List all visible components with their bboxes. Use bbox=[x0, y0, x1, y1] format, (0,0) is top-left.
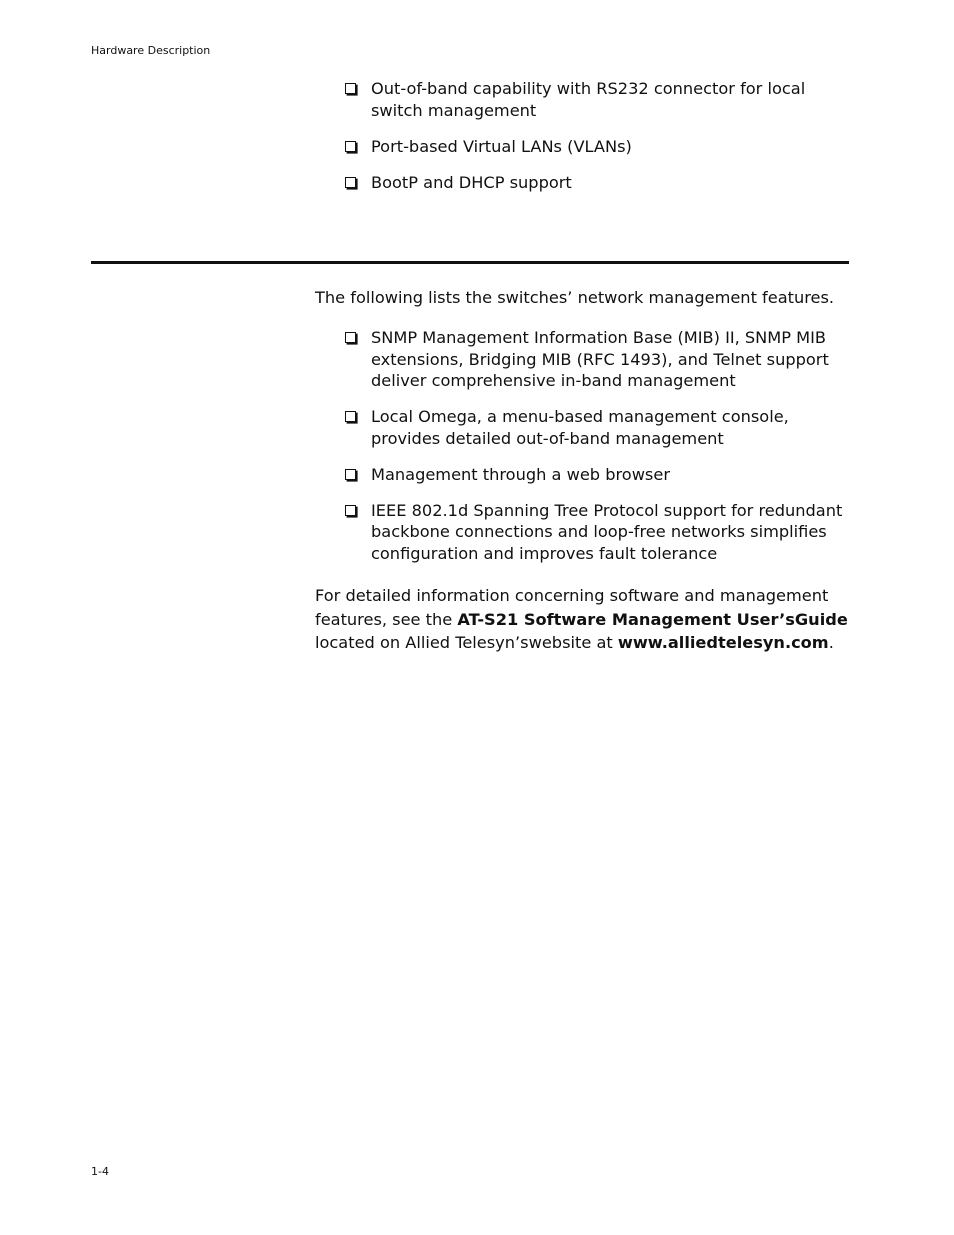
detail-text-middle: located on Allied Telesyn’swebsite at bbox=[315, 633, 618, 652]
section-divider bbox=[91, 261, 849, 264]
list-item-text: SNMP Management Information Base (MIB) II, SNMP MIB extensions, Bridging MIB (RFC 1493), and Telnet support deliver comprehensive in-band management bbox=[371, 328, 829, 390]
list-item-text: Local Omega, a menu-based management console, provides detailed out-of-band management bbox=[371, 407, 789, 448]
list-item bbox=[345, 464, 855, 486]
list-item bbox=[345, 327, 855, 392]
list-item bbox=[345, 136, 855, 158]
detail-text-end: . bbox=[828, 633, 834, 652]
checkbox-bullet-icon bbox=[345, 83, 356, 94]
list-item bbox=[345, 500, 855, 565]
list-item-text: BootP and DHCP support bbox=[371, 172, 572, 192]
list-item bbox=[345, 406, 855, 449]
checkbox-bullet-icon bbox=[345, 469, 356, 480]
running-header: Hardware Description bbox=[91, 44, 211, 57]
feature-list-top bbox=[345, 78, 855, 208]
checkbox-bullet-icon bbox=[345, 411, 356, 422]
list-item-text: Out-of-band capability with RS232 connector for local switch management bbox=[371, 79, 806, 120]
list-item-text: Port-based Virtual LANs (VLANs) bbox=[371, 136, 632, 156]
website-link[interactable]: www.alliedtelesyn.com bbox=[617, 633, 829, 652]
detail-text-start: For detailed information concerning software and management features, see the bbox=[315, 586, 829, 629]
detail-paragraph bbox=[315, 584, 855, 655]
management-feature-list bbox=[345, 327, 855, 579]
management-intro: The following lists the switches’ network management features. bbox=[315, 288, 835, 307]
list-item-text: IEEE 802.1d Spanning Tree Protocol support for redundant backbone connections and loop-free networks simplifies configuration and improves fault tolerance bbox=[371, 500, 843, 563]
list-item-text: Management through a web browser bbox=[371, 464, 670, 484]
list-item bbox=[345, 172, 855, 194]
checkbox-bullet-icon bbox=[345, 141, 356, 152]
list-item bbox=[345, 78, 855, 121]
checkbox-bullet-icon bbox=[345, 177, 356, 188]
guide-title: AT-S21 Software Management User’sGuide bbox=[457, 609, 848, 629]
page-number: 1-4 bbox=[91, 1165, 109, 1178]
checkbox-bullet-icon bbox=[345, 505, 356, 516]
checkbox-bullet-icon bbox=[345, 332, 356, 343]
